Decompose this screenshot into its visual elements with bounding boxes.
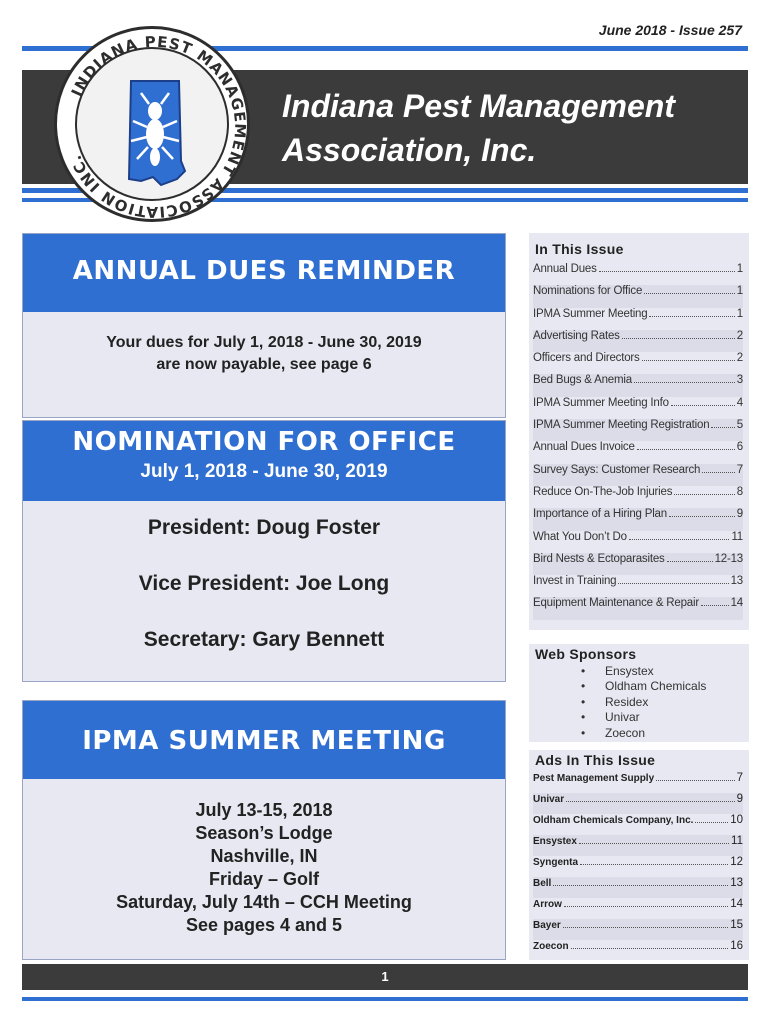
toc-item[interactable]: Bird Nests & Ectoparasites 12-13 bbox=[533, 553, 743, 575]
sponsor-item: • Univar bbox=[529, 710, 749, 725]
ads-heading: Ads In This Issue bbox=[535, 752, 656, 768]
footer-band bbox=[22, 964, 748, 990]
page-number: 1 bbox=[381, 969, 389, 984]
toc-item[interactable]: IPMA Summer Meeting Registration 5 bbox=[533, 419, 743, 441]
ad-item[interactable]: Bell 13 bbox=[533, 877, 743, 898]
office-president: President: Doug Foster bbox=[147, 516, 381, 539]
annual-dues-heading: ANNUAL DUES REMINDER bbox=[72, 256, 456, 286]
annual-dues-text: Your dues for July 1, 2018 - June 30, 2019 bbox=[106, 334, 422, 351]
office-secretary: Secretary: Gary Bennett bbox=[143, 628, 385, 651]
toc-item[interactable]: Reduce On-The-Job Injuries 8 bbox=[533, 485, 743, 498]
toc-list bbox=[529, 257, 749, 620]
summer-meeting-line: See pages 4 and 5 bbox=[185, 915, 343, 935]
sponsor-item: • Oldham Chemicals bbox=[529, 679, 749, 694]
sponsor-list bbox=[529, 662, 749, 741]
toc-item[interactable]: What You Don’t Do 11 bbox=[533, 530, 743, 543]
sponsor-item: • Residex bbox=[529, 695, 749, 710]
toc-item[interactable]: Annual Dues Invoice 6 bbox=[533, 441, 743, 454]
summer-meeting-line: Season’s Lodge bbox=[195, 823, 333, 843]
ad-item[interactable]: Ensystex 11 bbox=[533, 835, 743, 856]
in-this-issue-heading: In This Issue bbox=[535, 241, 624, 257]
office-vice-president: Vice President: Joe Long bbox=[138, 572, 390, 595]
association-seal-logo bbox=[54, 26, 250, 222]
toc-item[interactable]: Survey Says: Customer Research 7 bbox=[533, 464, 743, 486]
nomination-box bbox=[22, 420, 506, 682]
toc-item[interactable]: Bed Bugs & Anemia 3 bbox=[533, 374, 743, 396]
toc-item[interactable]: IPMA Summer Meeting 1 bbox=[533, 307, 743, 320]
ad-item[interactable]: Univar 9 bbox=[533, 793, 743, 814]
toc-item[interactable]: IPMA Summer Meeting Info 4 bbox=[533, 396, 743, 409]
summer-meeting-line: July 13-15, 2018 bbox=[195, 800, 333, 820]
footer-rule bbox=[22, 997, 748, 1001]
ad-item[interactable]: Arrow 14 bbox=[533, 898, 743, 910]
ad-item[interactable]: Oldham Chemicals Company, Inc. 10 bbox=[533, 814, 743, 826]
web-sponsors-heading: Web Sponsors bbox=[535, 646, 637, 662]
ad-item[interactable]: Pest Management Supply 7 bbox=[533, 772, 743, 784]
ad-item[interactable]: Zoecon 16 bbox=[533, 940, 743, 952]
ad-item[interactable]: Syngenta 12 bbox=[533, 856, 743, 868]
ads-list bbox=[529, 768, 749, 961]
summer-meeting-line: Friday – Golf bbox=[208, 869, 320, 889]
sponsor-item: • Zoecon bbox=[529, 726, 749, 741]
nomination-dates: July 1, 2018 - June 30, 2019 bbox=[140, 461, 388, 482]
toc-item[interactable]: Annual Dues 1 bbox=[533, 263, 743, 275]
toc-item[interactable]: Nominations for Office 1 bbox=[533, 285, 743, 307]
in-this-issue-panel bbox=[529, 233, 749, 630]
ad-item[interactable]: Bayer 15 bbox=[533, 919, 743, 940]
svg-text:INDIANA PEST MANAGEMENT ASSOCI: INDIANA PEST MANAGEMENT ASSOCIATION INC. bbox=[66, 32, 250, 222]
summer-meeting-line: Saturday, July 14th – CCH Meeting bbox=[116, 892, 412, 912]
sponsor-item: • Ensystex bbox=[529, 664, 749, 679]
annual-dues-text: are now payable, see page 6 bbox=[156, 356, 372, 373]
summer-meeting-heading: IPMA SUMMER MEETING bbox=[82, 726, 446, 756]
toc-item[interactable]: Importance of a Hiring Plan 9 bbox=[533, 508, 743, 530]
toc-item[interactable]: Invest in Training 13 bbox=[533, 575, 743, 588]
nomination-heading: NOMINATION FOR OFFICE bbox=[72, 427, 456, 457]
ads-panel bbox=[529, 750, 749, 960]
toc-item[interactable]: Advertising Rates 2 bbox=[533, 330, 743, 352]
organization-title-line1: Indiana Pest Management bbox=[282, 88, 675, 124]
web-sponsors-panel bbox=[529, 644, 749, 742]
summer-meeting-box bbox=[22, 700, 506, 960]
toc-item[interactable]: Officers and Directors 2 bbox=[533, 352, 743, 365]
summer-meeting-line: Nashville, IN bbox=[210, 846, 318, 866]
annual-dues-box bbox=[22, 233, 506, 418]
organization-title bbox=[282, 84, 675, 172]
issue-line: June 2018 - Issue 257 bbox=[598, 22, 742, 38]
organization-title-line2: Association, Inc. bbox=[282, 132, 537, 168]
toc-item[interactable]: Equipment Maintenance & Repair 14 bbox=[533, 597, 743, 619]
